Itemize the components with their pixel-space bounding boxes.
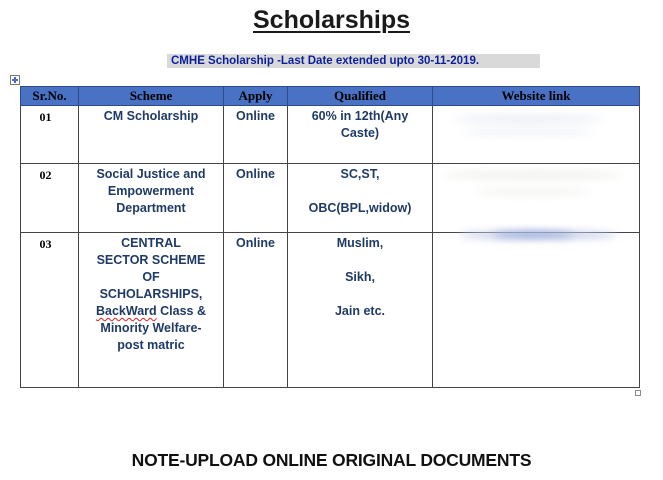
scheme-cell: [79, 164, 224, 233]
scheme-line: SCHOLARSHIPS,: [99, 287, 203, 301]
footer-note: NOTE-UPLOAD ONLINE ORIGINAL DOCUMENTS: [131, 450, 532, 470]
qualified-line: SC,ST,: [340, 167, 380, 181]
blurred-link: [493, 232, 573, 237]
scheme-line: post matric: [117, 338, 185, 352]
scheme-line: SECTOR SCHEME: [96, 253, 206, 267]
qualified-cell: [288, 164, 433, 233]
scheme-line: Department: [116, 201, 186, 215]
table-move-handle-icon[interactable]: [10, 75, 20, 85]
qualified-cell: [288, 106, 433, 164]
qualified-gap: [288, 252, 432, 269]
scheme-line: CM Scholarship: [103, 109, 199, 123]
page-title: Scholarships: [253, 6, 410, 34]
column-header-scheme: Scheme: [79, 87, 224, 106]
apply-cell: Online: [224, 233, 288, 388]
column-header-website-link: Website link: [433, 87, 640, 106]
table-header-row: [21, 87, 640, 106]
qualified-line: OBC(BPL,widow): [308, 201, 412, 215]
blurred-link: [453, 114, 603, 124]
website-link-cell[interactable]: [433, 164, 640, 233]
qualified-line: Sikh,: [345, 270, 375, 284]
column-header-qualified: Qualified: [288, 87, 433, 106]
scheme-line: OF: [142, 270, 160, 284]
table-row: [21, 233, 640, 388]
scheme-line: Minority Welfare-: [100, 321, 202, 335]
scheme-line: CENTRAL: [121, 236, 181, 250]
apply-cell: Online: [224, 164, 288, 233]
table-resize-handle[interactable]: [635, 390, 641, 396]
scheme-line: BackWard Class &: [95, 304, 206, 318]
sr-no-cell: 03: [21, 233, 79, 388]
qualified-line: Caste): [340, 126, 380, 140]
scheme-cell: [79, 233, 224, 388]
website-link-cell[interactable]: [433, 106, 640, 164]
qualified-gap: [288, 286, 432, 303]
apply-cell: Online: [224, 106, 288, 164]
table-row: [21, 164, 640, 233]
sr-no-cell: 02: [21, 164, 79, 233]
sr-no-cell: 01: [21, 106, 79, 164]
blurred-link: [443, 170, 623, 180]
column-header-apply: Apply: [224, 87, 288, 106]
table-row: [21, 106, 640, 164]
column-header-sr-no: Sr.No.: [21, 87, 79, 106]
scheme-cell: [79, 106, 224, 164]
scholarships-table: [20, 86, 640, 388]
scheme-line: Social Justice and: [96, 167, 206, 181]
qualified-cell: [288, 233, 433, 388]
qualified-gap: [288, 183, 432, 200]
blurred-link: [473, 188, 593, 196]
qualified-line: Muslim,: [336, 236, 384, 250]
scheme-line: Empowerment: [107, 184, 195, 198]
blurred-link: [463, 128, 593, 136]
deadline-notice: CMHE Scholarship -Last Date extended upto 30-11-2019.: [167, 54, 540, 68]
qualified-line: 60% in 12th(Any: [311, 109, 409, 123]
spell-marked-word: BackWard: [95, 304, 157, 318]
qualified-line: Jain etc.: [334, 304, 386, 318]
website-link-cell[interactable]: [433, 233, 640, 388]
